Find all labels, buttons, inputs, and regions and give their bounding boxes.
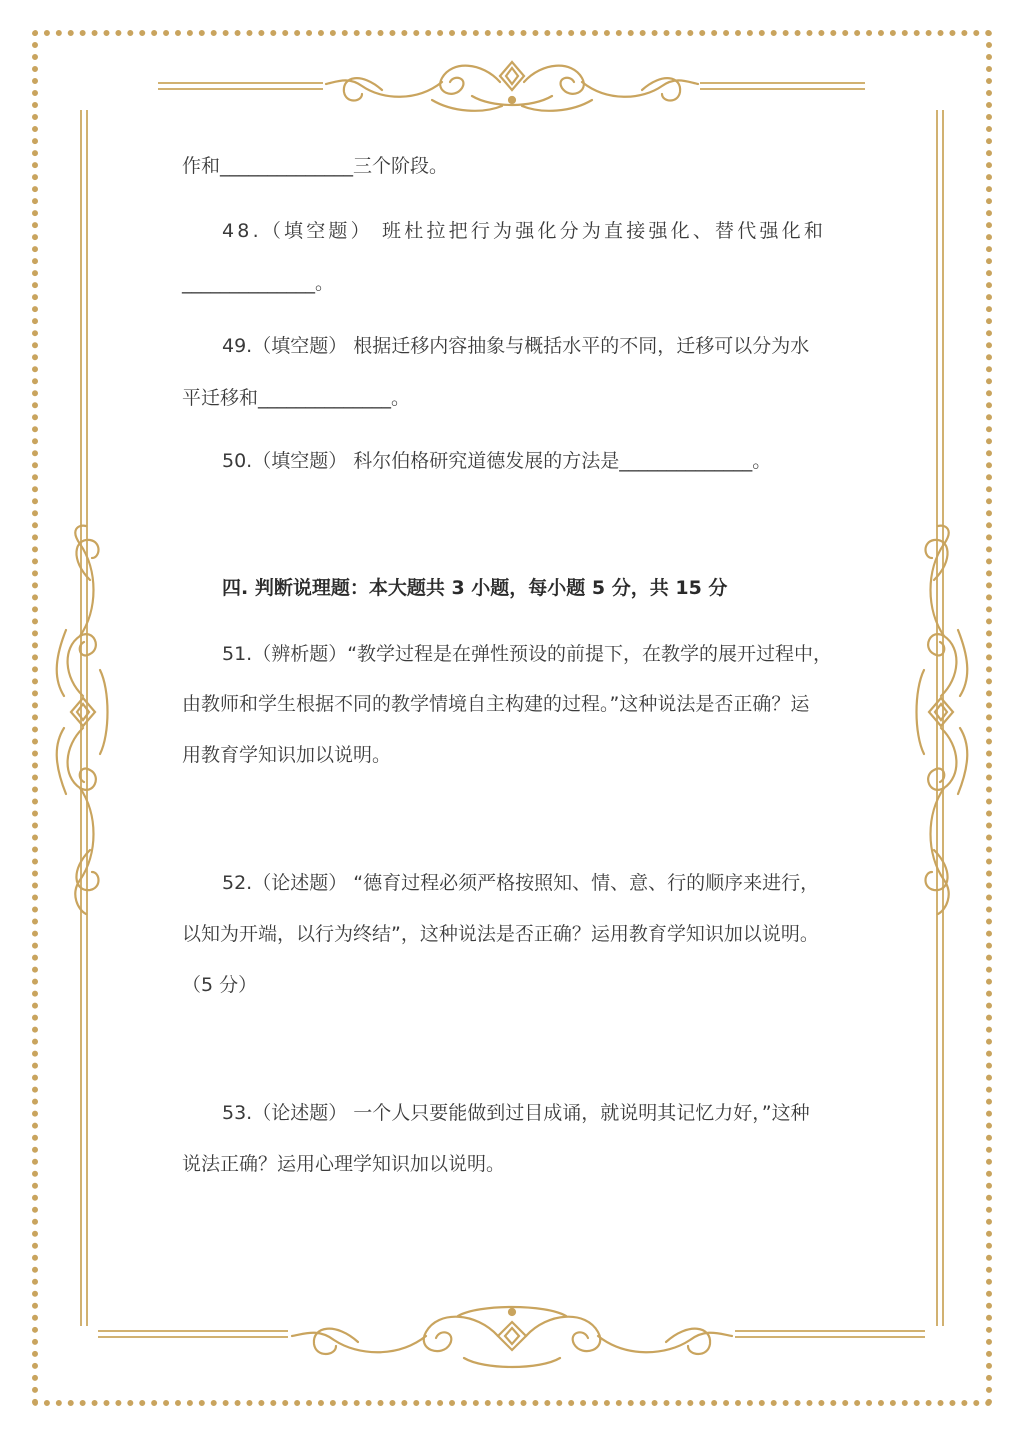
continuation-line: 作和______________三个阶段。 [182,155,449,177]
q50-line1: 50.（填空题） 科尔伯格研究道德发展的方法是______________。 [222,450,772,472]
q51-line2: 由教师和学生根据不同的教学情境自主构建的过程。”这种说法是否正确？运 [182,693,810,715]
q53-line1: 53.（论述题） 一个人只要能做到过目成诵，就说明其记忆力好，”这种 [222,1102,810,1124]
q52-line3: （5 分） [182,974,258,996]
q49-line1: 49.（填空题） 根据迁移内容抽象与概括水平的不同，迁移可以分为水 [222,335,810,357]
q51-line1: 51.（辨析题）“教学过程是在弹性预设的前提下，在教学的展开过程中， [222,643,833,665]
q52-line1: 52.（论述题） “德育过程必须严格按照知、情、意、行的顺序来进行， [222,872,820,894]
q51-line3: 用教育学知识加以说明。 [182,744,392,766]
q52-line2: 以知为开端，以行为终结”，这种说法是否正确？运用教育学知识加以说明。 [182,923,819,945]
q48-line1: 48.（填空题） 班杜拉把行为强化分为直接强化、替代强化和 [222,220,827,242]
q49-line2: 平迁移和______________。 [182,387,411,409]
q48-line2: ______________。 [182,272,335,294]
section4-heading: 四. 判断说理题：本大题共 3 小题，每小题 5 分，共 15 分 [222,577,728,599]
q53-line2: 说法正确？运用心理学知识加以说明。 [182,1153,506,1175]
